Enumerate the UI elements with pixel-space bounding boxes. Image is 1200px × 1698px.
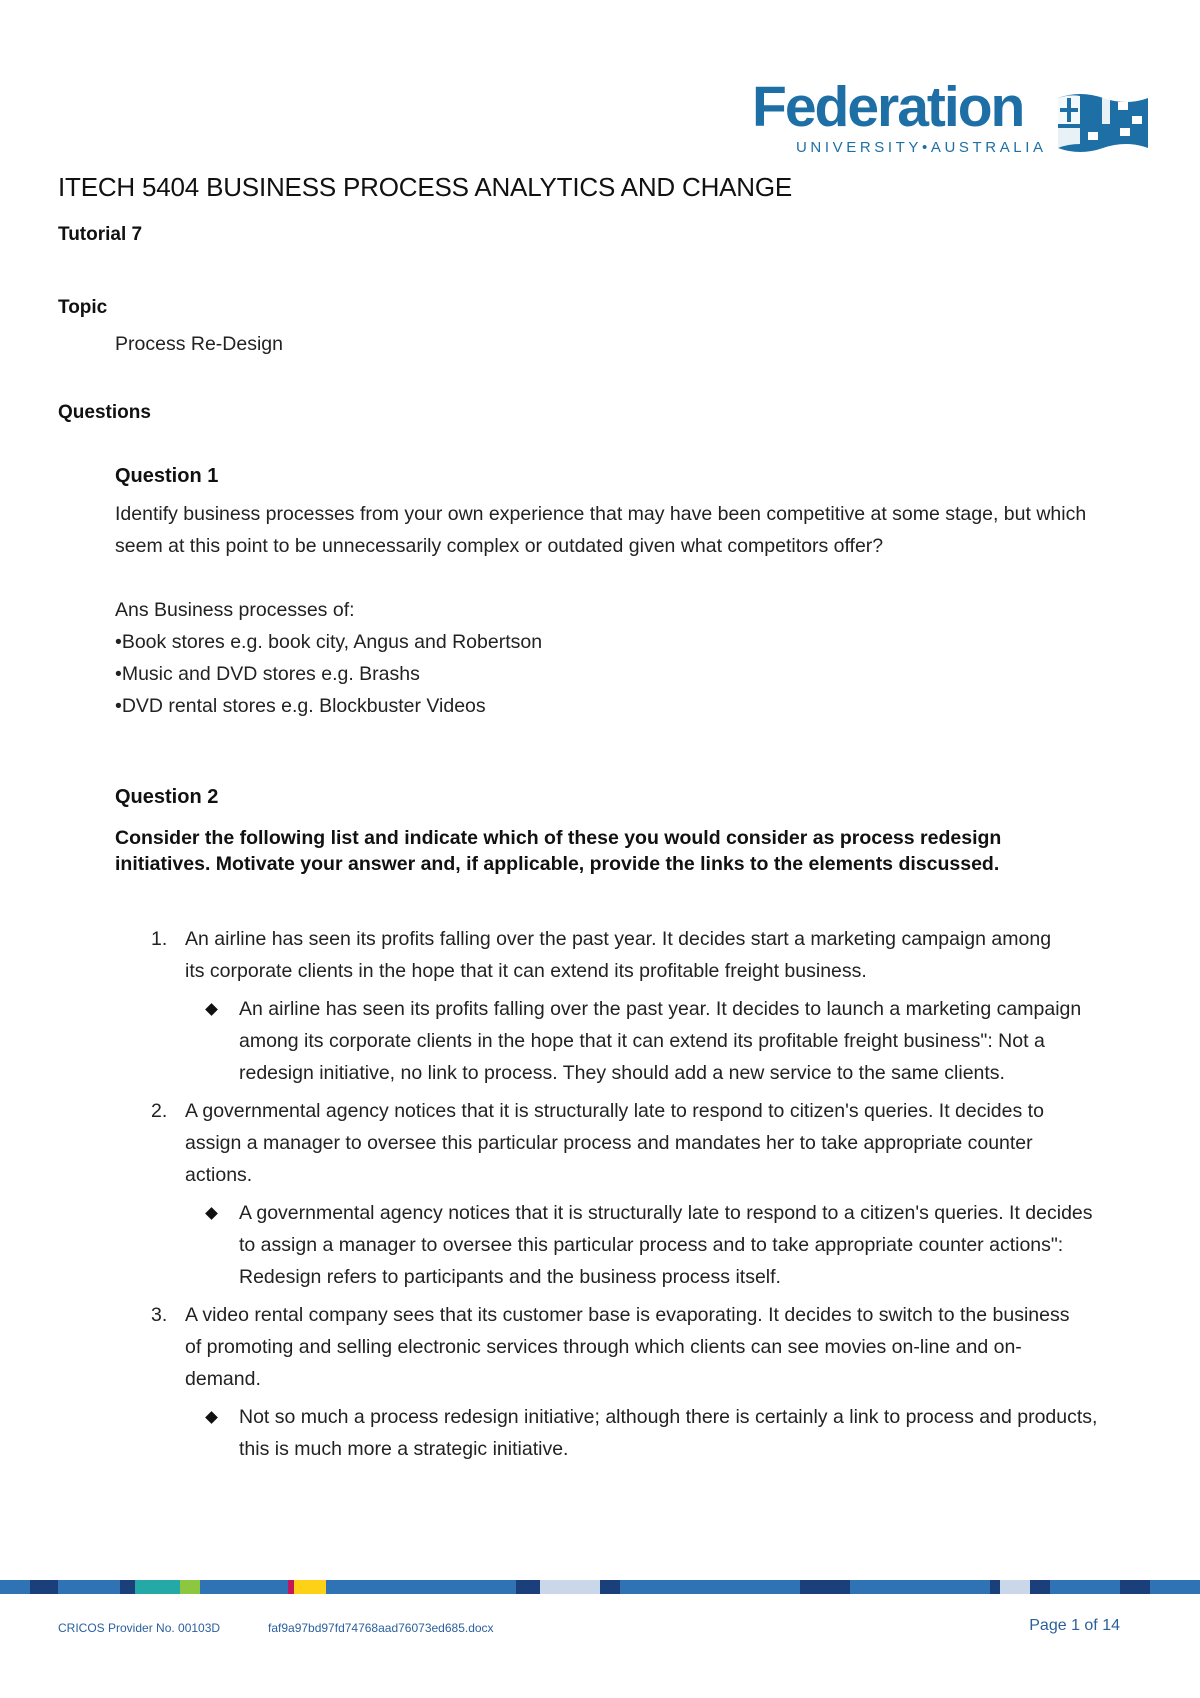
item-number: 2. (151, 1100, 168, 1122)
answer-text: A governmental agency notices that it is structurally late to respond to a citizen's queries. It decides to assign a manager to oversee this particular process and to take appropriate counter actions": Redesign refers to participants and the business process itself. (239, 1202, 1093, 1288)
question-1-answer: •Music and DVD stores e.g. Brashs (115, 663, 420, 685)
footer-cricos: CRICOS Provider No. 00103D (58, 1621, 221, 1635)
answer-text: Not so much a process redesign initiative; although there is certainly a link to process and products, this is much more a strategic initiative. (239, 1406, 1098, 1460)
item-text: An airline has seen its profits falling over the past year. It decides start a marketing campaign among its corporate clients in the hope that it can extend its profitable freight business. (185, 928, 1052, 982)
item-answer (239, 993, 1109, 1089)
topic-label: Topic (58, 297, 108, 318)
diamond-bullet-icon (205, 1003, 218, 1016)
diamond-bullet-icon (205, 1411, 218, 1424)
page-number: Page 1 of 14 (1029, 1617, 1120, 1634)
question-2-list (115, 923, 1098, 1471)
question-2-heading: Question 2 (115, 786, 219, 808)
university-logo (752, 75, 1150, 160)
list-item (115, 1095, 1095, 1293)
item-answer (239, 1197, 1109, 1293)
item-text: A video rental company sees that its customer base is evaporating. It decides to switch to the business of promoting and selling electronic services through which clients can see movies on-line and on-demand. (185, 1304, 1070, 1390)
logo-subtitle: UNIVERSITY•AUSTRALIA (796, 139, 1047, 156)
flag-emblem-icon (1058, 88, 1148, 158)
question-1-answer-intro: Ans Business processes of: (115, 599, 355, 621)
footer-color-band (0, 1580, 1200, 1594)
question-1-prompt: Identify business processes from your own experience that may have been competitive at some stage, but which seem at this point to be unnecessarily complex or outdated given what competitors offer? (115, 503, 1087, 557)
list-item (115, 923, 1095, 1089)
answer-text: An airline has seen its profits falling over the past year. It decides to launch a marketing campaign among its corporate clients in the hope that it can extend its profitable freight business": Not a redesign initiative, no link to process. They should add a new service to the same clients. (239, 998, 1082, 1084)
list-item (115, 1299, 1098, 1465)
diamond-bullet-icon (205, 1207, 218, 1220)
tutorial-label: Tutorial 7 (58, 224, 143, 245)
item-text: A governmental agency notices that it is structurally late to respond to citizen's queries. It decides to assign a manager to oversee this particular process and mandates her to take appropriate counter actions. (185, 1100, 1044, 1186)
questions-label: Questions (58, 402, 151, 423)
question-2-instruction: Consider the following list and indicate which of these you would consider as process redesign initiatives. Motivate your answer and, if applicable, provide the links to the elements discussed. (115, 827, 1002, 875)
logo-wordmark: Federation (752, 75, 1024, 139)
item-number: 3. (151, 1304, 168, 1326)
item-number: 1. (151, 928, 168, 950)
item-answer (239, 1401, 1109, 1465)
course-title: ITECH 5404 BUSINESS PROCESS ANALYTICS AND CHANGE (58, 172, 793, 202)
question-1-heading: Question 1 (115, 465, 219, 487)
question-1-answer: •Book stores e.g. book city, Angus and Robertson (115, 631, 543, 653)
footer-filename: faf9a97bd97fd74768aad76073ed685.docx (268, 1621, 494, 1635)
topic-value: Process Re-Design (115, 333, 283, 355)
question-1-answer: •DVD rental stores e.g. Blockbuster Videos (115, 695, 486, 717)
